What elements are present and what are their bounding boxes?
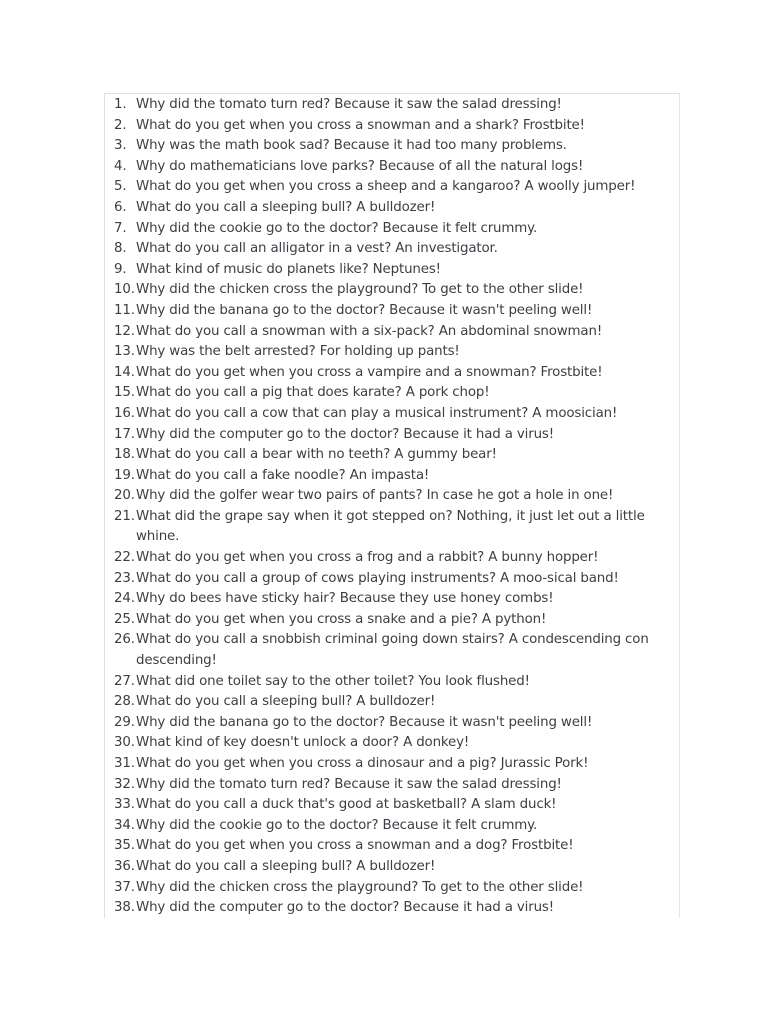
list-item-text: What do you call a group of cows playing instruments? A moo-sical band! [136,570,619,586]
list-item-number: 5. [114,179,127,195]
list-item [114,692,670,713]
list-item-text: What did the grape say when it got stepped on? Nothing, it just let out a little whine. [136,508,645,545]
list-item-text: What do you get when you cross a vampire and a snowman? Frostbite! [136,364,603,380]
list-item-text: What do you get when you cross a dinosaur and a pig? Jurassic Pork! [136,756,589,771]
list-item [114,301,670,322]
list-item-text: What do you call a bear with no teeth? A gummy bear! [136,447,497,463]
list-item-text: Why did the cookie go to the doctor? Because it felt crummy. [136,220,538,236]
list-item [114,136,670,157]
list-item-text: What do you get when you cross a snowman and a shark? Frostbite! [136,117,585,133]
list-item [114,157,670,178]
list-item-number: 24. [114,591,135,607]
list-item [114,198,670,219]
list-item [114,898,670,919]
list-item-text: Why did the cookie go to the doctor? Because it felt crummy. [136,817,538,833]
list-item-number: 3. [114,138,127,154]
list-item [114,280,670,301]
jokes-list [114,95,670,919]
list-item-number: 22. [114,550,135,566]
list-item-text: What do you call a duck that's good at basketball? A slam duck! [136,797,557,813]
list-item-number: 1. [114,97,127,112]
list-item [114,836,670,857]
list-item [114,404,670,425]
list-item [114,589,670,610]
list-item-number: 6. [114,199,127,215]
list-item-number: 17. [114,426,135,442]
list-item [114,610,670,631]
list-item-text: What do you get when you cross a frog and a rabbit? A bunny hopper! [136,550,599,566]
list-item [114,363,670,384]
list-item-text: What do you call a snobbish criminal going down stairs? A condescending con descending! [136,632,649,669]
list-item [114,775,670,796]
list-item-number: 18. [114,447,135,463]
list-item-text: Why do bees have sticky hair? Because they use honey combs! [136,591,554,607]
list-item [114,383,670,404]
list-item-number: 31. [114,756,135,771]
list-item [114,507,670,548]
list-item-text: Why was the belt arrested? For holding up pants! [136,344,460,360]
list-item-number: 15. [114,385,135,401]
list-item-text: Why did the banana go to the doctor? Because it wasn't peeling well! [136,714,593,730]
list-item [114,857,670,878]
list-item-text: What do you call a pig that does karate? A pork chop! [136,385,490,401]
list-item-number: 11. [114,302,135,318]
list-item [114,466,670,487]
list-item-number: 37. [114,879,135,895]
list-item [114,569,670,590]
list-item-text: What do you get when you cross a snake and a pie? A python! [136,611,547,627]
list-item-number: 14. [114,364,135,380]
list-item-text: Why did the tomato turn red? Because it saw the salad dressing! [136,776,562,792]
list-item-number: 28. [114,694,135,710]
list-item [114,260,670,281]
list-item-number: 9. [114,261,127,277]
list-item-number: 19. [114,467,135,483]
list-item-number: 8. [114,241,127,257]
list-item-number: 33. [114,797,135,813]
list-item-text: What do you call a sleeping bull? A bulldozer! [136,199,436,215]
list-item-text: Why did the chicken cross the playground? To get to the other slide! [136,282,584,298]
list-item [114,630,670,671]
jokes-document [104,93,680,918]
list-item [114,713,670,734]
list-item-text: Why did the banana go to the doctor? Because it wasn't peeling well! [136,302,593,318]
list-item-number: 32. [114,776,135,792]
list-item-number: 21. [114,508,135,524]
list-item-text: Why was the math book sad? Because it had too many problems. [136,138,567,154]
list-item-number: 27. [114,673,135,689]
list-item-number: 30. [114,735,135,751]
list-item-text: What do you call a cow that can play a musical instrument? A moosician! [136,405,618,421]
list-item [114,95,670,116]
list-item [114,342,670,363]
list-item [114,878,670,899]
list-item-text: What do you call an alligator in a vest? An investigator. [136,241,498,257]
list-item-number: 2. [114,117,127,133]
list-item-text: Why did the computer go to the doctor? Because it had a virus! [136,900,554,916]
list-item [114,816,670,837]
list-item-number: 13. [114,344,135,360]
list-item [114,445,670,466]
list-item [114,486,670,507]
list-item [114,754,670,775]
list-item-text: What do you get when you cross a sheep and a kangaroo? A woolly jumper! [136,179,636,195]
list-item-number: 38. [114,900,135,916]
list-item [114,672,670,693]
list-item-number: 16. [114,405,135,421]
list-item-number: 36. [114,858,135,874]
list-item-text: What do you call a sleeping bull? A bulldozer! [136,694,436,710]
list-item [114,177,670,198]
list-item-number: 34. [114,817,135,833]
list-item [114,795,670,816]
list-item [114,548,670,569]
list-item [114,733,670,754]
list-item-text: What did one toilet say to the other toilet? You look flushed! [136,673,530,689]
list-item-text: What do you call a sleeping bull? A bulldozer! [136,858,436,874]
list-item-number: 20. [114,488,135,504]
list-item-number: 7. [114,220,127,236]
list-item-number: 10. [114,282,135,298]
list-item-number: 29. [114,714,135,730]
list-item-text: What kind of music do planets like? Neptunes! [136,261,441,277]
list-item-text: Why did the golfer wear two pairs of pants? In case he got a hole in one! [136,488,614,504]
list-item-text: Why did the computer go to the doctor? Because it had a virus! [136,426,554,442]
list-item [114,239,670,260]
list-item-text: Why did the tomato turn red? Because it saw the salad dressing! [136,97,562,112]
list-item [114,322,670,343]
list-item [114,219,670,240]
list-item-number: 25. [114,611,135,627]
list-item-number: 26. [114,632,135,648]
list-item-text: What do you get when you cross a snowman and a dog? Frostbite! [136,838,574,854]
list-item-number: 12. [114,323,135,339]
list-item [114,425,670,446]
list-item-number: 4. [114,158,127,174]
list-item-text: What do you call a snowman with a six-pack? An abdominal snowman! [136,323,603,339]
list-item-text: Why did the chicken cross the playground? To get to the other slide! [136,879,584,895]
list-item-text: Why do mathematicians love parks? Because of all the natural logs! [136,158,584,174]
list-item-number: 23. [114,570,135,586]
list-item-text: What kind of key doesn't unlock a door? A donkey! [136,735,470,751]
list-item-number: 35. [114,838,135,854]
list-item [114,116,670,137]
list-item-text: What do you call a fake noodle? An impasta! [136,467,430,483]
